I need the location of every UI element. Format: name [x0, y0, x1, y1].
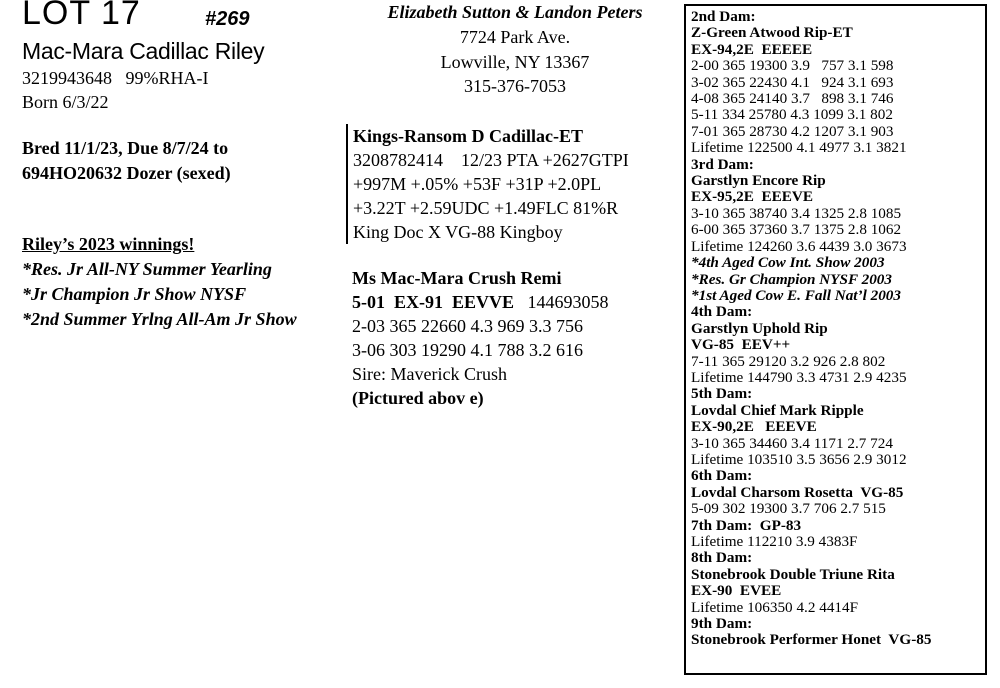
breeding-info [22, 136, 231, 186]
pedigree-entry [691, 304, 931, 386]
registration-line: 3219943648 99%RHA-I [22, 68, 209, 88]
production-record: 3-10 365 38740 3.4 1325 2.8 1085 [691, 204, 902, 222]
winnings-item: *Jr Champion Jr Show NYSF [22, 284, 247, 304]
dam-generation-label: 7th Dam: GP-83 [691, 516, 802, 534]
lot-title: LOT 17 [22, 0, 141, 32]
dam-class: 5-01 EX-91 EEVVE [352, 292, 515, 312]
dam-generation-label: 6th Dam: [691, 467, 753, 485]
ancestor-classification: EX-90,2E EEEVE [691, 418, 817, 436]
pedigree-entry [691, 616, 931, 649]
ancestor-name: Z-Green Atwood Rip-ET [691, 24, 853, 42]
production-record: 5-09 302 19300 3.7 706 2.7 515 [691, 500, 886, 518]
bred-line-1: Bred 11/1/23, Due 8/7/24 to [22, 138, 229, 158]
pedigree-box [684, 4, 987, 675]
show-highlight: *Res. Gr Champion NYSF 2003 [691, 270, 892, 288]
owner-name: Elizabeth Sutton & Landon Peters [387, 2, 643, 22]
ancestor-name: Stonebrook Double Triune Rita [691, 565, 895, 583]
dam-record: 3-06 303 19290 4.1 788 3.2 616 [352, 340, 583, 360]
pedigree-entry [691, 386, 931, 468]
dam-generation-label: 3rd Dam: [691, 155, 754, 173]
production-record: 3-10 365 34460 3.4 1171 2.7 724 [691, 434, 893, 452]
owner-street: 7724 Park Ave. [459, 27, 571, 47]
dam-generation-label: 4th Dam: [691, 303, 753, 321]
production-record: Lifetime 124260 3.6 4439 3.0 3673 [691, 237, 907, 255]
dam-reg: 144693058 [527, 292, 609, 312]
winnings-section [22, 232, 297, 332]
owner-phone: 315-376-7053 [464, 76, 566, 96]
production-record: 5-11 334 25780 4.3 1099 3.1 802 [691, 106, 893, 124]
sire-line: King Doc X VG-88 Kingboy [353, 222, 563, 242]
ancestor-name: Lovdal Charsom Rosetta VG-85 [691, 483, 904, 501]
owner-city: Lowville, NY 13367 [440, 52, 590, 72]
ancestor-name: Stonebrook Performer Honet VG-85 [691, 631, 932, 649]
ancestor-classification: EX-94,2E EEEEE [691, 40, 813, 58]
pedigree-entry [691, 157, 931, 305]
dam-generation-label: 5th Dam: [691, 385, 753, 403]
bred-line-2: 694HO20632 Dozer (sexed) [22, 163, 231, 183]
production-record: Lifetime 103510 3.5 3656 2.9 3012 [691, 450, 907, 468]
lot-number: #269 [205, 8, 250, 30]
production-record: Lifetime 144790 3.3 4731 2.9 4235 [691, 368, 907, 386]
dam-name: Ms Mac-Mara Crush Remi [352, 268, 562, 288]
production-record: Lifetime 122500 4.1 4977 3.1 3821 [691, 139, 907, 157]
production-record: 3-02 365 22430 4.1 924 3.1 693 [691, 73, 894, 91]
sire-line: +3.22T +2.59UDC +1.49FLC 81%R [353, 198, 619, 218]
production-record: 7-01 365 28730 4.2 1207 3.1 903 [691, 122, 894, 140]
sire-block [346, 124, 629, 244]
ancestor-name: Garstlyn Encore Rip [691, 172, 826, 190]
production-record: 2-00 365 19300 3.9 757 3.1 598 [691, 57, 894, 75]
ancestor-classification: EX-90 EVEE [691, 582, 782, 600]
sire-line: 3208782414 12/23 PTA +2627GTPI [353, 150, 629, 170]
show-highlight: *1st Aged Cow E. Fall Nat’l 2003 [691, 286, 901, 304]
ancestor-classification: VG-85 EEV++ [691, 336, 791, 354]
dam-generation-label: 2nd Dam: [691, 8, 756, 25]
sire-name: Kings-Ransom D Cadillac-ET [353, 126, 584, 146]
dam-class-line [352, 290, 609, 314]
pedigree-list [691, 9, 931, 649]
pedigree-entry [691, 550, 931, 616]
dam-sire: Sire: Maverick Crush [352, 364, 507, 384]
sire-line: +997M +.05% +53F +31P +2.0PL [353, 174, 602, 194]
production-record: Lifetime 112210 3.9 4383F [691, 533, 858, 550]
ancestor-name: Lovdal Chief Mark Ripple [691, 401, 864, 419]
ancestor-name: Garstlyn Uphold Rip [691, 319, 828, 337]
show-highlight: *4th Aged Cow Int. Show 2003 [691, 254, 885, 272]
birth-date: Born 6/3/22 [22, 92, 109, 112]
dam-note: (Pictured abov e) [352, 388, 484, 408]
animal-name: Mac-Mara Cadillac Riley [22, 38, 265, 64]
pedigree-entry [691, 9, 931, 157]
production-record: 7-11 365 29120 3.2 926 2.8 802 [691, 352, 886, 370]
dam-record: 2-03 365 22660 4.3 969 3.3 756 [352, 316, 583, 336]
winnings-item: *Res. Jr All-NY Summer Yearling [22, 259, 272, 279]
dam-generation-label: 8th Dam: [691, 549, 753, 567]
dam-block [352, 266, 609, 410]
ancestor-classification: EX-95,2E EEEVE [691, 188, 813, 206]
winnings-item: *2nd Summer Yrlng All-Am Jr Show [22, 309, 297, 329]
pedigree-entry [691, 518, 931, 551]
winnings-heading: Riley’s 2023 winnings! [22, 234, 195, 254]
production-record: Lifetime 106350 4.2 4414F [691, 598, 859, 616]
production-record: 4-08 365 24140 3.7 898 3.1 746 [691, 90, 894, 108]
dam-generation-label: 9th Dam: [691, 615, 753, 633]
pedigree-entry [691, 468, 931, 517]
production-record: 6-00 365 37360 3.7 1375 2.8 1062 [691, 221, 902, 239]
